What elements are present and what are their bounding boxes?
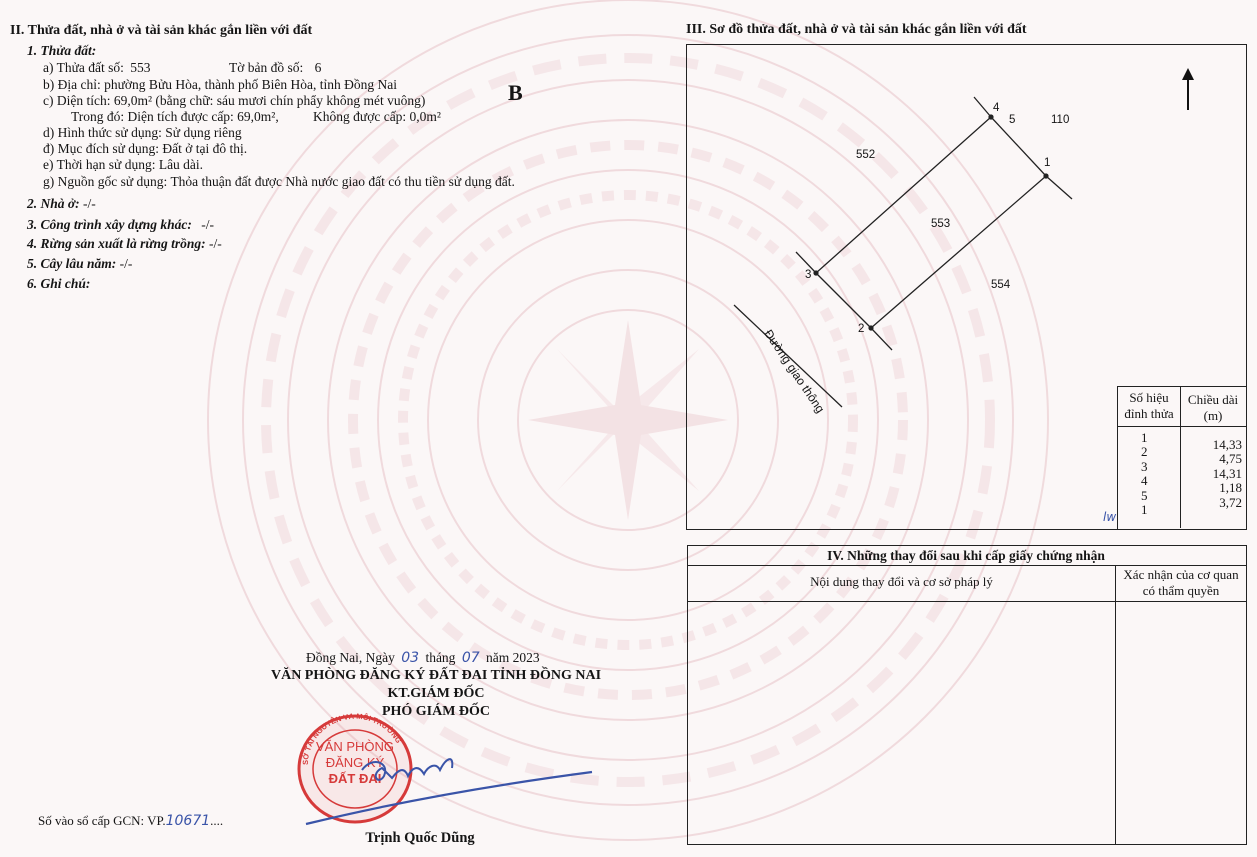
signer-name: Trịnh Quốc Dũng [365, 830, 475, 846]
label-road: Đường giao thông [761, 327, 828, 416]
boundary-1-2 [871, 176, 1046, 328]
role-deputy: PHÓ GIÁM ĐỐC [381, 704, 491, 719]
length-table-header-rule [1117, 426, 1246, 427]
stamp-line-1: VĂN PHÒNG [315, 739, 394, 754]
land-heading: 1. Thửa đất: [27, 43, 97, 58]
date-year: năm 2023 [486, 650, 540, 665]
perennial-label: 5. Cây lâu năm: [27, 256, 117, 271]
parcel-line [43, 60, 151, 76]
house-value: -/- [83, 196, 96, 211]
initial-mark: lw [1103, 510, 1117, 524]
extension-4 [974, 97, 991, 117]
forest-value: -/- [208, 236, 222, 251]
map-sheet-number: 6 [314, 60, 322, 75]
vertex-cell: 1 [1141, 430, 1148, 445]
boundary-2-3 [816, 273, 871, 328]
label-neighbor-554: 554 [991, 279, 1011, 291]
extension-2 [871, 328, 892, 350]
area-line: c) Diện tích: 69,0m² (bằng chữ: sáu mươi chín phẩy không mét vuông) [43, 93, 426, 108]
length-cell: 1,18 [1219, 480, 1242, 496]
construction-line [27, 217, 214, 233]
section-iv-title: IV. Những thay đổi sau khi cấp giấy chứng nhận [827, 548, 1105, 563]
vertex-cell: 3 [1141, 458, 1148, 474]
label-neighbor-110: 110 [1051, 114, 1070, 126]
section-ii-title: II. Thửa đất, nhà ở và tài sản khác gắn liền với đất [10, 23, 313, 38]
usage-form: d) Hình thức sử dụng: Sử dụng riêng [43, 125, 242, 140]
point-2 [868, 325, 873, 330]
date-line [306, 650, 540, 666]
handwritten-signature [300, 748, 600, 830]
role-kt: KT.GIÁM ĐỐC [387, 686, 485, 701]
office-name: VĂN PHÒNG ĐĂNG KÝ ĐẤT ĐAI TỈNH ĐỒNG NAI [270, 668, 602, 683]
stamp-line-2: ĐĂNG KÝ [325, 755, 385, 770]
map-sheet-line [229, 60, 321, 76]
length-cell: 14,31 [1212, 465, 1242, 481]
vertex-cell: 5 [1141, 487, 1148, 503]
changes-col-content: Nội dung thay đổi và cơ sở pháp lý [810, 574, 993, 589]
label-point-4: 4 [993, 102, 1000, 114]
usage-term: e) Thời hạn sử dụng: Lâu dài. [43, 157, 204, 172]
length-header-vertex: Số hiệu đỉnh thửa [1124, 390, 1174, 421]
label-point-5: 5 [1009, 114, 1016, 126]
label-point-3: 3 [805, 269, 812, 281]
changes-title-rule [687, 565, 1246, 566]
point-4 [988, 114, 993, 119]
registry-number: 10671 [165, 813, 211, 829]
length-cell: 4,75 [1219, 451, 1242, 467]
stamp-line-3: ĐẤT ĐAI [328, 771, 382, 786]
usage-purpose: đ) Mục đích sử dụng: Đất ở tại đô thị. [43, 141, 248, 156]
registry-line: Số vào sổ cấp GCN: VP.10671.... [38, 813, 224, 829]
north-arrow-icon [1182, 68, 1194, 110]
house-label: 2. Nhà ở: [27, 196, 80, 211]
label-point-1: 1 [1044, 157, 1051, 169]
area-not-granted: Không được cấp: 0,0m² [313, 109, 441, 124]
area-granted: Trong đó: Diện tích được cấp: 69,0m², [71, 109, 279, 124]
origin-line: g) Nguồn gốc sử dụng: Thỏa thuận đất được Nhà nước giao đất có thu tiền sử dụng đất. [43, 174, 515, 189]
north-symbol: B [508, 80, 523, 105]
length-column [1186, 438, 1242, 510]
construction-label: 3. Công trình xây dựng khác: [27, 217, 192, 232]
label-neighbor-552: 552 [856, 149, 876, 161]
date-month-label: tháng [425, 650, 456, 665]
point-1 [1043, 173, 1048, 178]
vertex-cell: 2 [1141, 444, 1148, 460]
perennial-line [27, 256, 132, 272]
map-sheet-label: Tờ bản đồ số: [229, 60, 304, 75]
changes-col-confirm: Xác nhận của cơ quan có thẩm quyền [1123, 567, 1239, 598]
extension-1 [1046, 176, 1072, 199]
stamp-ring-text: SỞ TÀI NGUYÊN VÀ MÔI TRƯỜNG [300, 713, 404, 766]
length-header-length: Chiều dài (m) [1187, 392, 1239, 423]
changes-header-rule [687, 601, 1246, 602]
construction-value: -/- [201, 217, 214, 232]
label-parcel-553: 553 [931, 218, 951, 230]
length-cell: 3,72 [1219, 494, 1242, 510]
changes-col-divider [1115, 565, 1116, 844]
date-month: 07 [461, 650, 480, 666]
forest-line [27, 236, 222, 252]
parcel-label: a) Thửa đất số: [43, 60, 124, 75]
registry-label: Số vào sổ cấp GCN: VP. [38, 813, 166, 828]
notes-label: 6. Ghi chú: [27, 276, 91, 291]
boundary-3-4 [816, 117, 991, 273]
date-day: 03 [401, 650, 420, 666]
vertex-column [1141, 431, 1148, 517]
point-3 [813, 270, 818, 275]
boundary-4-1 [991, 117, 1046, 176]
vertex-cell: 1 [1141, 502, 1148, 518]
label-point-2: 2 [858, 323, 865, 335]
house-line [27, 196, 96, 212]
perennial-value: -/- [119, 256, 133, 271]
vertex-cell: 4 [1141, 473, 1148, 489]
date-prefix: Đồng Nai, Ngày [306, 650, 395, 665]
parcel-number: 553 [130, 60, 151, 75]
forest-label: 4. Rừng sản xuất là rừng trồng: [27, 236, 206, 251]
length-cell: 14,33 [1212, 437, 1242, 452]
address-line: b) Địa chỉ: phường Bửu Hòa, thành phố Biên Hòa, tỉnh Đồng Nai [43, 77, 397, 92]
section-iii-title: III. Sơ đồ thửa đất, nhà ở và tài sản khác gắn liền với đất [686, 22, 1027, 37]
